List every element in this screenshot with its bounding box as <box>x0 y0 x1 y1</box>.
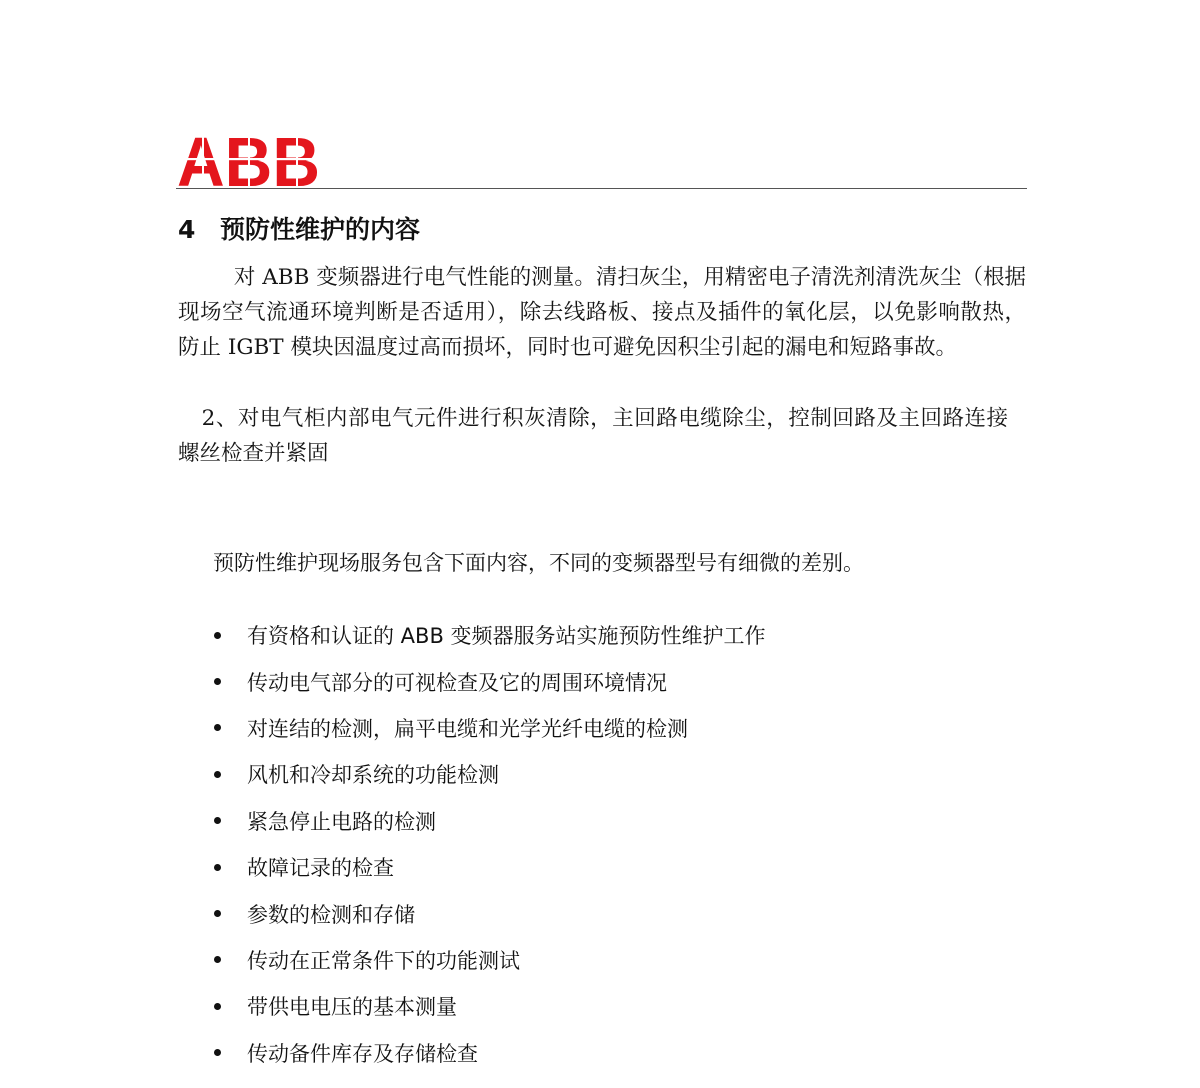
list-item <box>208 612 766 658</box>
list-item <box>208 798 766 844</box>
bullet-icon <box>214 910 221 917</box>
list-item <box>208 751 766 797</box>
bullet-icon <box>214 1049 221 1056</box>
section-title-text: 预防性维护的内容 <box>220 215 421 244</box>
list-item-text: 风机和冷却系统的功能检测 <box>247 763 499 788</box>
list-item-text: 传动备件库存及存储检查 <box>247 1041 478 1066</box>
list-item <box>208 1030 766 1076</box>
bullet-icon <box>214 771 221 778</box>
bullet-icon <box>214 678 221 685</box>
bullet-icon <box>214 1003 221 1010</box>
list-item-text: 传动电气部分的可视检查及它的周围环境情况 <box>247 670 667 695</box>
header-divider <box>176 188 1027 189</box>
body-paragraph-2: 2、对电气柜内部电气元件进行积灰清除，主回路电缆除尘，控制回路及主回路连接螺丝检查并紧固 <box>178 406 1008 466</box>
bullet-icon <box>214 724 221 731</box>
list-item-text: 紧急停止电路的检测 <box>247 809 436 834</box>
bullet-icon <box>214 817 221 824</box>
list-item-text: 带供电电压的基本测量 <box>247 995 457 1020</box>
list-item <box>208 983 766 1029</box>
list-item <box>208 890 766 936</box>
section-number: 4 <box>178 215 196 244</box>
service-items-list <box>208 612 766 1076</box>
abb-logo <box>178 131 320 188</box>
list-item <box>208 937 766 983</box>
list-item <box>208 844 766 890</box>
bullet-icon <box>214 956 221 963</box>
list-item-text: 参数的检测和存储 <box>247 902 415 927</box>
list-item-text: 传动在正常条件下的功能测试 <box>247 948 520 973</box>
list-item-text: 故障记录的检查 <box>247 856 394 881</box>
bullet-icon <box>214 632 221 639</box>
section-heading <box>178 212 420 248</box>
list-item-text: 对连结的检测，扁平电缆和光学光纤电缆的检测 <box>247 716 688 741</box>
list-item <box>208 658 766 704</box>
service-intro: 预防性维护现场服务包含下面内容，不同的变频器型号有细微的差别。 <box>213 551 864 575</box>
list-item-text: 有资格和认证的 ABB 变频器服务站实施预防性维护工作 <box>247 624 766 649</box>
body-paragraph-1: 对 ABB 变频器进行电气性能的测量。清扫灰尘，用精密电子清洗剂清洗灰尘（根据现场空气流通环境判断是否适用），除去线路板、接点及插件的氧化层，以免影响散热，防止 IGBT 模块因温度过高而损坏，同时也可避免因积尘引起的漏电和短路事故。 <box>178 265 1026 360</box>
list-item <box>208 705 766 751</box>
bullet-icon <box>214 864 221 871</box>
